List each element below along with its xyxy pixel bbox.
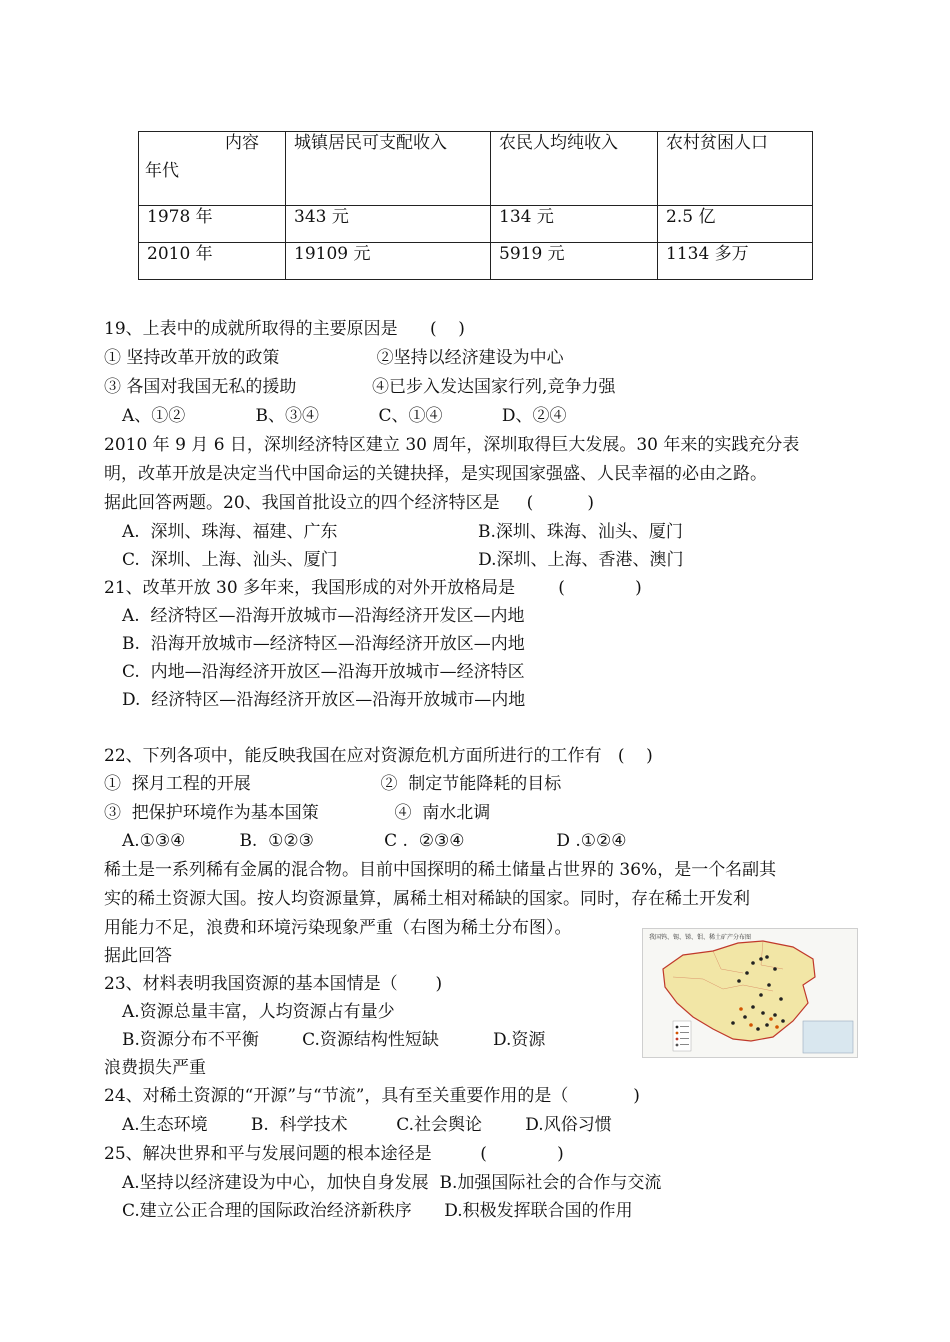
table-cell: 2010 年 [139, 243, 286, 280]
corner-bottom-label: 年代 [145, 161, 179, 181]
table-row [139, 206, 813, 243]
question-25-options-ab: A.坚持以经济建设为中心，加快自身发展 B.加强国际社会的合作与交流 [122, 1173, 662, 1193]
material-shenzhen-line-1: 2010 年 9 月 6 日，深圳经济特区建立 30 周年，深圳取得巨大发展。30 年来的实践充分表 [104, 435, 800, 455]
rare-earth-distribution-map [642, 928, 858, 1058]
table-cell: 19109 元 [286, 243, 491, 280]
question-25-options-cd: C.建立公正合理的国际政治经济新秩序 D.积极发挥联合国的作用 [122, 1201, 633, 1221]
question-22-statements-a: ① 探月工程的开展 ② 制定节能降耗的目标 [104, 774, 562, 794]
question-19-options: A、①② B、③④ C、①④ D、②④ [122, 406, 567, 426]
question-21-option-a: A. 经济特区—沿海开放城市—沿海经济开发区—内地 [122, 606, 525, 626]
question-21-stem: 21、改革开放 30 多年来，我国形成的对外开放格局是 ( ) [104, 578, 642, 598]
material-rare-earth-line-1: 稀土是一系列稀有金属的混合物。目前中国探明的稀土储量占世界的 36%，是一个名副其 [104, 860, 777, 880]
question-25-stem: 25、解决世界和平与发展问题的根本途径是 ( ) [104, 1144, 564, 1164]
question-19-statements-b: ③ 各国对我国无私的援助 ④已步入发达国家行列,竞争力强 [104, 377, 616, 397]
table-corner-cell [139, 132, 286, 206]
table-cell: 2.5 亿 [658, 206, 813, 243]
map-legend [673, 1021, 691, 1051]
question-22-statements-b: ③ 把保护环境作为基本国策 ④ 南水北调 [104, 803, 491, 823]
china-map-figure [643, 929, 857, 1057]
material-rare-earth-line-3: 用能力不足，浪费和环境污染现象严重（右图为稀土分布图）。 [104, 918, 572, 938]
table-header-cell: 农村贫困人口 [658, 132, 813, 206]
table-cell: 1978 年 [139, 206, 286, 243]
question-19-statements-a: ① 坚持改革开放的政策 ②坚持以经济建设为中心 [104, 348, 564, 368]
table-header-cell: 城镇居民可支配收入 [286, 132, 491, 206]
income-table [138, 131, 813, 280]
material-shenzhen-line-2: 明，改革开放是决定当代中国命运的关键抉择，是实现国家强盛、人民幸福的必由之路。 [104, 464, 767, 484]
question-23-stem: 23、材料表明我国资源的基本国情是（ ) [104, 974, 443, 994]
question-21-option-b: B. 沿海开放城市—经济特区—沿海经济开放区—内地 [122, 634, 525, 654]
question-22-stem: 22、下列各项中，能反映我国在应对资源危机方面所进行的工作有 ( ) [104, 746, 653, 766]
question-23-option-a: A.资源总量丰富，人均资源占有量少 [122, 1002, 395, 1022]
question-24-stem: 24、对稀土资源的“开源”与“节流”，具有至关重要作用的是（ ) [104, 1086, 640, 1106]
question-19-stem: 19、上表中的成就所取得的主要原因是 ( ) [104, 319, 465, 339]
question-21-option-c: C. 内地—沿海经济开放区—沿海开放城市—经济特区 [122, 662, 525, 682]
question-22-options: A.①③④ B. ①②③ C . ②③④ D .①②④ [122, 831, 627, 851]
material-rare-earth-line-4: 据此回答 [104, 946, 172, 966]
table-cell: 5919 元 [491, 243, 658, 280]
question-23-options-bcd: B.资源分布不平衡 C.资源结构性短缺 D.资源 [122, 1030, 546, 1050]
table-cell: 134 元 [491, 206, 658, 243]
question-20-options-cd: C. 深圳、上海、汕头、厦门 D.深圳、上海、香港、澳门 [122, 550, 684, 570]
map-caption: 我国钨、锡、锑、钼、稀土矿产分布图 [649, 934, 752, 941]
question-21-option-d: D. 经济特区—沿海经济开放区—沿海开放城市—内地 [122, 690, 526, 710]
table-cell: 343 元 [286, 206, 491, 243]
question-20-options-ab: A. 深圳、珠海、福建、广东 B.深圳、珠海、汕头、厦门 [122, 522, 683, 542]
question-20-stem: 据此回答两题。20、我国首批设立的四个经济特区是 ( ) [104, 493, 594, 513]
corner-top-label: 内容 [225, 133, 259, 153]
table-header-cell: 农民人均纯收入 [491, 132, 658, 206]
table-row [139, 243, 813, 280]
table-header-row [139, 132, 813, 206]
material-rare-earth-line-2: 实的稀土资源大国。按人均资源量算，属稀土相对稀缺的国家。同时，存在稀土开发利 [104, 889, 750, 909]
question-23-option-d-cont: 浪费损失严重 [104, 1058, 206, 1078]
question-24-options: A.生态环境 B. 科学技术 C.社会舆论 D.风俗习惯 [122, 1115, 612, 1135]
table-cell: 1134 多万 [658, 243, 813, 280]
